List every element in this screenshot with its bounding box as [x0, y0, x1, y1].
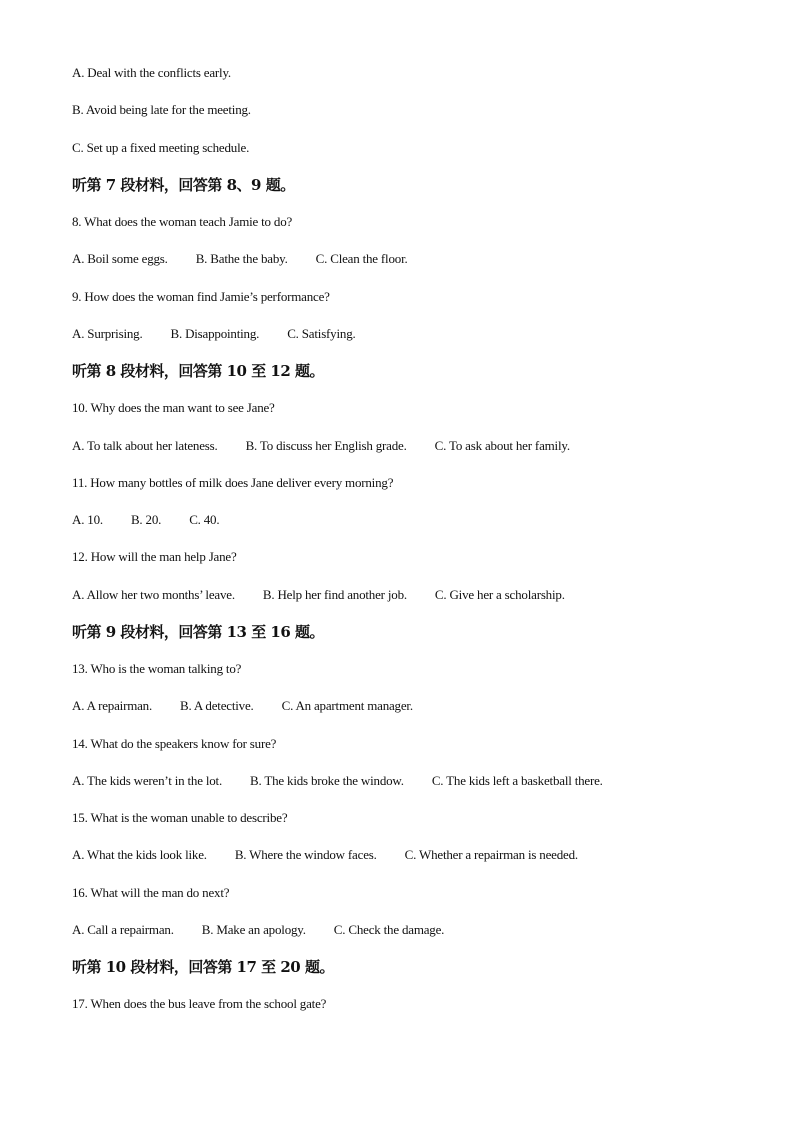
section-heading: 听第 10 段材料，回答第 17 至 20 题。: [72, 958, 334, 976]
question-text: 13. Who is the woman talking to?: [72, 661, 242, 676]
answer-option: A. Allow her two months’ leave.: [72, 586, 235, 602]
answer-options: [72, 586, 752, 623]
question-text: 10. Why does the man want to see Jane?: [72, 400, 275, 416]
answer-option: B. The kids broke the window.: [250, 772, 404, 788]
answer-option: B. A detective.: [180, 698, 254, 714]
answer-option: C. 40.: [189, 512, 220, 527]
answer-option: A. Surprising.: [72, 325, 143, 341]
question-text: 12. How will the man help Jane?: [72, 549, 237, 565]
answer-option: C. Set up a fixed meeting schedule.: [72, 139, 250, 155]
answer-option: C. Clean the floor.: [315, 251, 408, 267]
answer-option: B. 20.: [130, 512, 162, 527]
answer-options: [72, 250, 752, 287]
answer-option: C. The kids left a basketball there.: [431, 772, 603, 788]
answer-option: B. To discuss her English grade.: [245, 437, 407, 453]
answer-option: B. Make an apology.: [201, 921, 306, 937]
answer-options: [72, 772, 752, 809]
answer-option: A. What the kids look like.: [72, 847, 207, 863]
answer-option: C. Whether a repairman is needed.: [404, 847, 578, 863]
answer-option: C. Give her a scholarship.: [434, 586, 565, 602]
question-text: 8. What does the woman teach Jamie to do?: [72, 214, 293, 229]
answer-options: [72, 511, 752, 548]
answer-option: B. Avoid being late for the meeting.: [72, 102, 251, 118]
question-text: 9. How does the woman find Jamie’s performance?: [72, 288, 330, 304]
answer-option: C. An apartment manager.: [281, 698, 413, 714]
question-text: 17. When does the bus leave from the school gate?: [72, 996, 327, 1012]
answer-options: [72, 846, 752, 883]
question-text: 11. How many bottles of milk does Jane deliver every morning?: [72, 474, 394, 490]
answer-option: A. The kids weren’t in the lot.: [72, 772, 223, 788]
answer-options: [72, 139, 752, 176]
question-text: 15. What is the woman unable to describe?: [72, 810, 288, 825]
answer-option: C. Check the damage.: [333, 921, 445, 937]
question-text: 16. What will the man do next?: [72, 884, 230, 900]
answer-option: A. To talk about her lateness.: [72, 437, 218, 453]
answer-option: A. Boil some eggs.: [72, 251, 168, 267]
answer-options: [72, 101, 752, 138]
answer-option: B. Bathe the baby.: [195, 251, 288, 267]
section-heading: 听第 9 段材料，回答第 13 至 16 题。: [72, 622, 325, 641]
question-text: 14. What do the speakers know for sure?: [72, 735, 277, 751]
answer-option: B. Disappointing.: [170, 325, 260, 341]
answer-option: C. To ask about her family.: [434, 437, 570, 453]
answer-option: A. A repairman.: [72, 698, 153, 714]
answer-option: C. Satisfying.: [287, 325, 356, 341]
answer-options: [72, 921, 752, 958]
answer-option: B. Where the window faces.: [234, 847, 377, 863]
answer-option: A. Call a repairman.: [72, 921, 174, 937]
section-heading: 听第 8 段材料，回答第 10 至 12 题。: [72, 362, 325, 380]
answer-options: [72, 325, 752, 362]
answer-options: [72, 697, 752, 734]
answer-options: [72, 64, 752, 101]
answer-options: [72, 437, 752, 474]
answer-option: A. Deal with the conflicts early.: [72, 65, 231, 80]
document-page: [72, 64, 752, 1033]
answer-option: A. 10.: [72, 512, 103, 527]
answer-option: B. Help her find another job.: [262, 586, 407, 602]
section-heading: 听第 7 段材料，回答第 8、9 题。: [72, 175, 295, 194]
